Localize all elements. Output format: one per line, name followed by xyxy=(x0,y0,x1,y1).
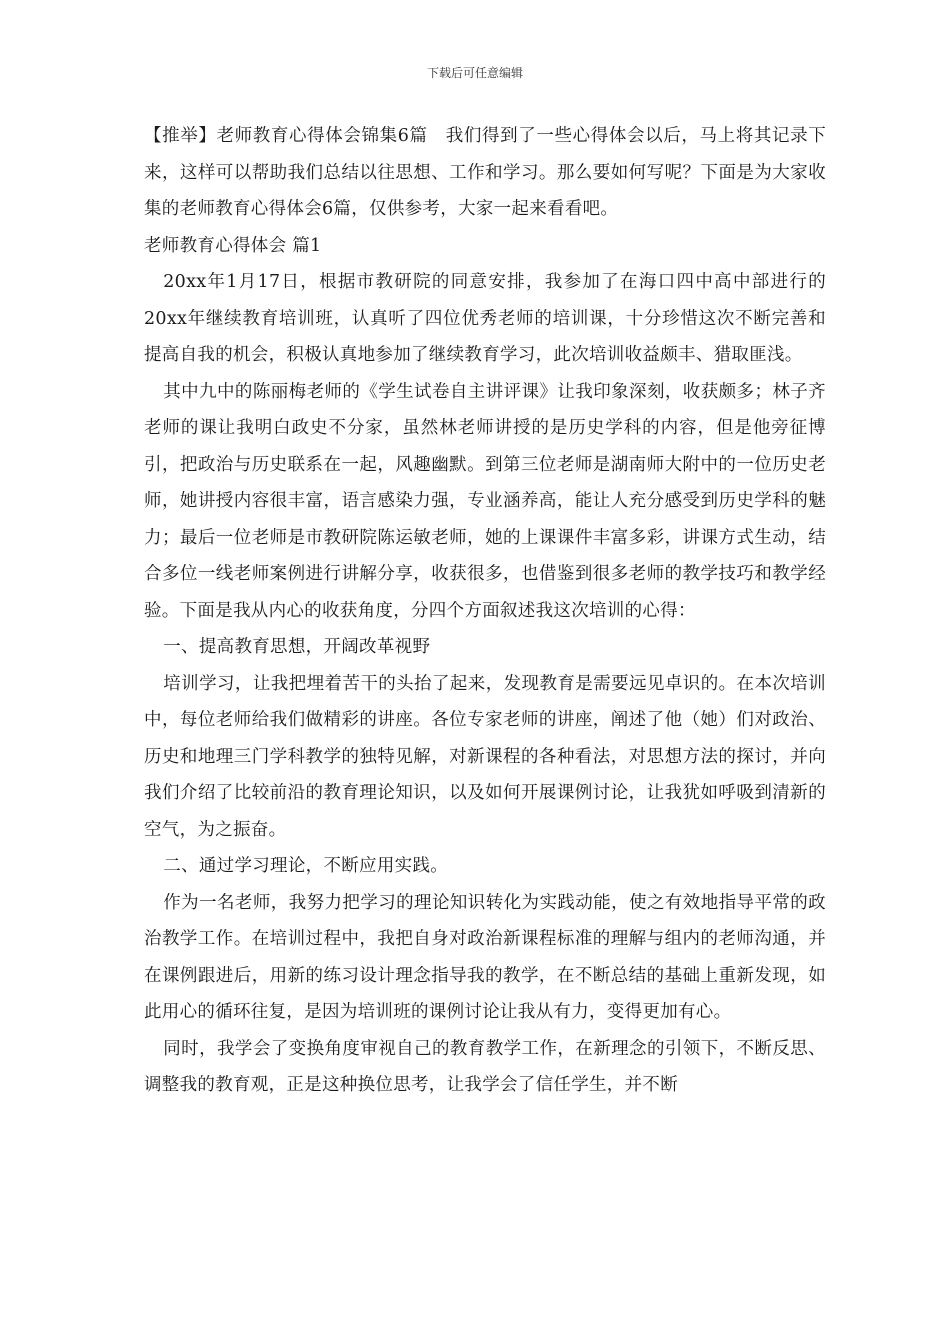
document-body xyxy=(144,118,826,1104)
paragraph-1: 20xx年1月17日，根据市教研院的同意安排，我参加了在海口四中高中部进行的20xx年继续教育培训班，认真听了四位优秀老师的培训课，十分珍惜这次不断完善和提高自我的机会，积极认真地参加了继续教育学习，此次培训收益颇丰、猎取匪浅。 xyxy=(144,272,826,365)
header-note: 下载后可任意编辑 xyxy=(426,66,523,80)
subheading-2: 二、通过学习理论，不断应用实践。 xyxy=(163,856,449,876)
paragraph-3: 培训学习，让我把埋着苦干的头抬了起来，发现教育是需要远见卓识的。在本次培训中，每位老师给我们做精彩的讲座。各位专家老师的讲座，阐述了他（她）们对政治、历史和地理三门学科教学的独特见解，对新课程的各种看法，对思想方法的探讨，并向我们介绍了比较前沿的教育理论知识，以及如何开展课例讨论，让我犹如呼吸到清新的空气，为之振奋。 xyxy=(144,673,826,840)
paragraph-2: 其中九中的陈丽梅老师的《学生试卷自主讲评课》让我印象深刻，收获颇多；林子齐老师的课让我明白政史不分家，虽然林老师讲授的是历史学科的内容，但是他旁征博引，把政治与历史联系在一起，风趣幽默。到第三位老师是湖南师大附中的一位历史老师，她讲授内容很丰富，语言感染力强，专业涵养高，能让人充分感受到历史学科的魅力；最后一位老师是市教研院陈运敏老师，她的上课课件丰富多彩，讲课方式生动，结合多位一线老师案例进行讲解分享，收获很多，也借鉴到很多老师的教学技巧和教学经验。下面是我从内心的收获角度，分四个方面叙述我这次培训的心得： xyxy=(144,381,826,621)
intro-paragraph: 【推举】老师教育心得体会锦集6篇 我们得到了一些心得体会以后，马上将其记录下来，这样可以帮助我们总结以往思想、工作和学习。那么要如何写呢？下面是为大家收集的老师教育心得体会6篇，仅供参考，大家一起来看看吧。 xyxy=(144,126,826,219)
paragraph-5: 同时，我学会了变换角度审视自己的教育教学工作，在新理念的引领下，不断反思、调整我的教育观，正是这种换位思考，让我学会了信任学生，并不断 xyxy=(144,1038,826,1095)
section-title: 老师教育心得体会 篇1 xyxy=(144,235,322,256)
subheading-1: 一、提高教育思想，开阔改革视野 xyxy=(163,637,431,657)
paragraph-4: 作为一名老师，我努力把学习的理论知识转化为实践动能，使之有效地指导平常的政治教学工作。在培训过程中，我把自身对政治新课程标准的理解与组内的老师沟通，并在课例跟进后，用新的练习设计理念指导我的教学，在不断总结的基础上重新发现，如此用心的循环往复，是因为培训班的课例讨论让我从有力，变得更加有心。 xyxy=(144,892,826,1022)
